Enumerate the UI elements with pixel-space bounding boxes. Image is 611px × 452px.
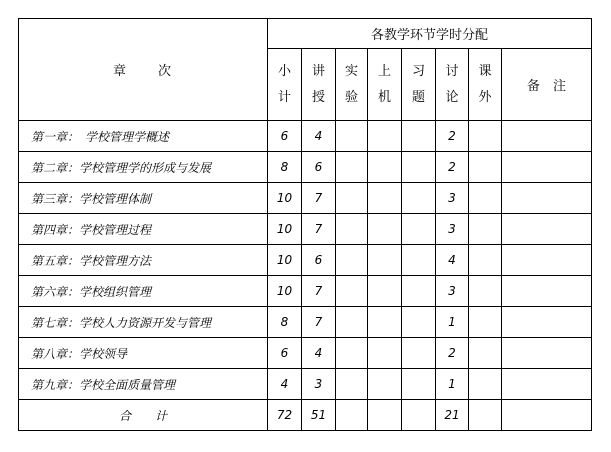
note-cell [502, 369, 592, 400]
outside-cell [469, 276, 502, 307]
table-row [19, 152, 592, 183]
lab-cell [336, 152, 368, 183]
column-header-exercise [402, 49, 436, 121]
note-cell [502, 338, 592, 369]
column-header-discussion [436, 49, 469, 121]
outside-cell [469, 307, 502, 338]
computer-cell [368, 307, 402, 338]
column-header-outside-bottom: 外 [478, 89, 492, 105]
table-row [19, 121, 592, 152]
column-header-exercise-top: 习 [411, 63, 425, 79]
total-discussion-cell: 21 [436, 400, 469, 431]
lab-cell [336, 338, 368, 369]
subtotal-cell: 6 [268, 338, 302, 369]
column-header-outside-top: 课 [478, 63, 492, 79]
discussion-cell: 3 [436, 183, 469, 214]
column-header-discussion-bottom: 论 [445, 89, 459, 105]
column-header-subtotal-bottom: 计 [277, 89, 291, 105]
outside-cell [469, 121, 502, 152]
lecture-cell: 4 [302, 121, 336, 152]
exercise-cell [402, 183, 436, 214]
note-cell [502, 121, 592, 152]
discussion-cell: 2 [436, 338, 469, 369]
table-row [19, 245, 592, 276]
exercise-cell [402, 214, 436, 245]
subtotal-cell: 10 [268, 276, 302, 307]
subtotal-cell: 8 [268, 152, 302, 183]
computer-cell [368, 276, 402, 307]
lecture-cell: 7 [302, 276, 336, 307]
discussion-cell: 2 [436, 121, 469, 152]
exercise-cell [402, 276, 436, 307]
lab-cell [336, 307, 368, 338]
lecture-cell: 4 [302, 338, 336, 369]
chapter-header: 章 次 [19, 19, 268, 121]
hours-allocation-table [18, 18, 592, 431]
subtotal-cell: 4 [268, 369, 302, 400]
chapter-name: 第六章：学校组织管理 [19, 276, 268, 307]
outside-cell [469, 338, 502, 369]
chapter-name: 第一章： 学校管理学概述 [19, 121, 268, 152]
total-subtotal-cell: 72 [268, 400, 302, 431]
lab-cell [336, 245, 368, 276]
note-cell [502, 245, 592, 276]
subtotal-cell: 10 [268, 245, 302, 276]
computer-cell [368, 369, 402, 400]
lecture-cell: 6 [302, 245, 336, 276]
column-header-computer-bottom: 机 [377, 89, 391, 105]
table-row [19, 183, 592, 214]
exercise-cell [402, 369, 436, 400]
note-cell [502, 152, 592, 183]
outside-cell [469, 245, 502, 276]
chapter-name: 第八章：学校领导 [19, 338, 268, 369]
lecture-cell: 7 [302, 214, 336, 245]
column-header-exercise-bottom: 题 [411, 89, 425, 105]
column-header-outside [469, 49, 502, 121]
discussion-cell: 1 [436, 307, 469, 338]
table-row [19, 214, 592, 245]
lecture-cell: 3 [302, 369, 336, 400]
total-exercise-cell [402, 400, 436, 431]
note-cell [502, 307, 592, 338]
subtotal-cell: 8 [268, 307, 302, 338]
column-header-lab-bottom: 验 [344, 89, 358, 105]
lab-cell [336, 276, 368, 307]
outside-cell [469, 214, 502, 245]
subtotal-cell: 6 [268, 121, 302, 152]
exercise-cell [402, 245, 436, 276]
discussion-cell: 4 [436, 245, 469, 276]
discussion-cell: 1 [436, 369, 469, 400]
chapter-name: 第三章：学校管理体制 [19, 183, 268, 214]
total-row [19, 400, 592, 431]
total-computer-cell [368, 400, 402, 431]
subtotal-cell: 10 [268, 214, 302, 245]
chapter-name: 第四章：学校管理过程 [19, 214, 268, 245]
computer-cell [368, 214, 402, 245]
lecture-cell: 7 [302, 307, 336, 338]
total-label: 合 计 [19, 400, 268, 431]
computer-cell [368, 338, 402, 369]
total-note-cell [502, 400, 592, 431]
chapter-name: 第九章：学校全面质量管理 [19, 369, 268, 400]
outside-cell [469, 152, 502, 183]
hours-allocation-header: 各教学环节学时分配 [268, 19, 592, 49]
discussion-cell: 3 [436, 276, 469, 307]
column-header-discussion-top: 讨 [445, 63, 459, 79]
chapter-name: 第二章：学校管理学的形成与发展 [19, 152, 268, 183]
column-header-lecture-bottom: 授 [311, 89, 325, 105]
outside-cell [469, 183, 502, 214]
chapter-name: 第五章：学校管理方法 [19, 245, 268, 276]
column-header-lab-top: 实 [344, 63, 358, 79]
exercise-cell [402, 338, 436, 369]
total-outside-cell [469, 400, 502, 431]
column-header-lecture [302, 49, 336, 121]
table-row [19, 276, 592, 307]
note-header: 备 注 [502, 49, 592, 121]
column-header-computer [368, 49, 402, 121]
column-header-subtotal [268, 49, 302, 121]
lecture-cell: 6 [302, 152, 336, 183]
column-header-computer-top: 上 [377, 63, 391, 79]
note-cell [502, 183, 592, 214]
lab-cell [336, 183, 368, 214]
lab-cell [336, 121, 368, 152]
exercise-cell [402, 307, 436, 338]
table-row [19, 307, 592, 338]
lecture-cell: 7 [302, 183, 336, 214]
table-row [19, 338, 592, 369]
column-header-lecture-top: 讲 [311, 63, 325, 79]
note-cell [502, 276, 592, 307]
exercise-cell [402, 152, 436, 183]
total-lab-cell [336, 400, 368, 431]
total-lecture-cell: 51 [302, 400, 336, 431]
lab-cell [336, 369, 368, 400]
computer-cell [368, 121, 402, 152]
subtotal-cell: 10 [268, 183, 302, 214]
column-header-subtotal-top: 小 [277, 63, 291, 79]
lab-cell [336, 214, 368, 245]
table-row [19, 369, 592, 400]
outside-cell [469, 369, 502, 400]
discussion-cell: 3 [436, 214, 469, 245]
computer-cell [368, 245, 402, 276]
discussion-cell: 2 [436, 152, 469, 183]
column-header-lab [336, 49, 368, 121]
computer-cell [368, 152, 402, 183]
note-cell [502, 214, 592, 245]
chapter-name: 第七章：学校人力资源开发与管理 [19, 307, 268, 338]
computer-cell [368, 183, 402, 214]
exercise-cell [402, 121, 436, 152]
